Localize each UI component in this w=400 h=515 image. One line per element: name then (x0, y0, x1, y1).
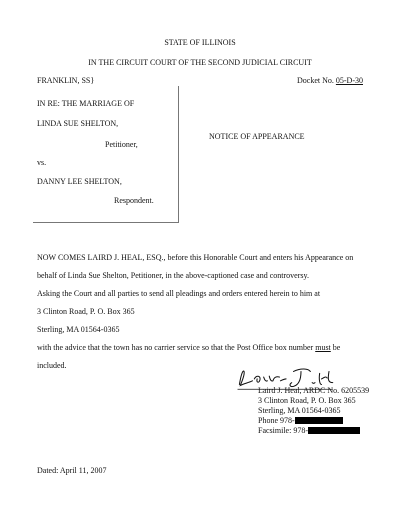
attorney-address-1: 3 Clinton Road, P. O. Box 365 (258, 396, 356, 405)
attorney-address-2: Sterling, MA 01564-0365 (258, 406, 341, 415)
body-line-1: NOW COMES LAIRD J. HEAL, ESQ., before this Honorable Court and enters his Appearance on (37, 253, 354, 262)
state-heading: STATE OF ILLINOIS (164, 38, 236, 47)
fax-label: Facsimile: 978- (258, 426, 308, 435)
petitioner-role: Petitioner, (105, 140, 138, 149)
fax-redaction (308, 427, 360, 434)
attorney-name-line: Laird J. Heal, ARDC No. 6205539 (258, 386, 370, 395)
caption-in-re: IN RE: THE MARRIAGE OF (37, 99, 135, 108)
phone-label: Phone 978- (258, 416, 295, 425)
body-line-4-start: with the advice that the town has no carrier service so that the Post Office box number (37, 343, 314, 352)
docket-number: 05-D-30 (335, 76, 363, 85)
county-label: FRANKLIN, SS} (37, 76, 95, 85)
attorney-phone (258, 416, 343, 425)
body-address-1: 3 Clinton Road, P. O. Box 365 (37, 307, 135, 316)
document-title: NOTICE OF APPEARANCE (209, 132, 305, 141)
court-heading: IN THE CIRCUIT COURT OF THE SECOND JUDICIAL CIRCUIT (88, 58, 312, 67)
docket-line (297, 76, 363, 85)
body-line-3: Asking the Court and all parties to send all pleadings and orders entered herein to him at (37, 289, 321, 298)
date-line: Dated: April 11, 2007 (37, 466, 107, 475)
body-line-2: behalf of Linda Sue Shelton, Petitioner, in the above-captioned case and controversy. (37, 271, 309, 280)
body-line-4-end: be (332, 343, 341, 352)
caption-vs: vs. (37, 158, 47, 167)
respondent-role: Respondent. (114, 196, 154, 205)
docket-prefix: Docket No. (297, 76, 334, 85)
petitioner-name: LINDA SUE SHELTON, (37, 119, 119, 128)
body-address-2: Sterling, MA 01564-0365 (37, 325, 120, 334)
body-line-4-emphasis: must (315, 343, 331, 352)
phone-redaction (295, 417, 343, 424)
body-line-4 (37, 343, 340, 352)
body-line-5: included. (37, 361, 67, 370)
respondent-name: DANNY LEE SHELTON, (37, 177, 122, 186)
attorney-fax (258, 426, 360, 435)
